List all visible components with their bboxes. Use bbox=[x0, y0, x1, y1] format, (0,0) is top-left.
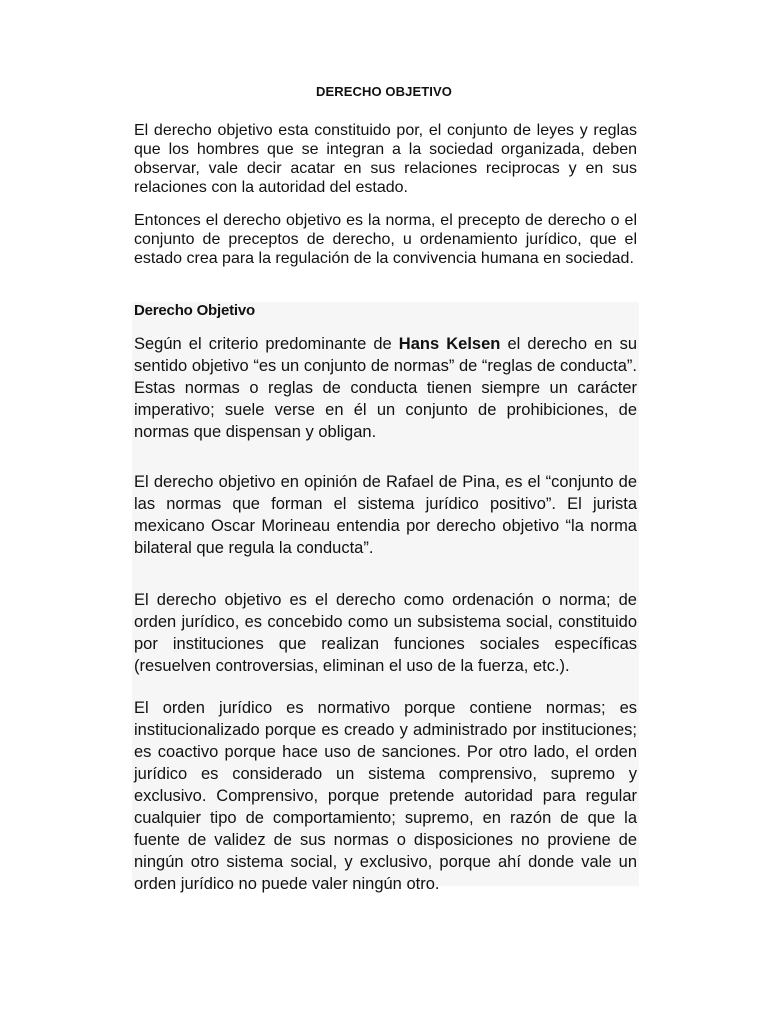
paragraph-text: El derecho objetivo en opinión de Rafael de Pina, es el “conjunto de las normas que forman el sistema jurídico positivo”. El jurista mexicano Oscar Morineau entendia por derecho objetivo “la norma bilateral que regula la conducta”. bbox=[134, 473, 637, 557]
author-name: Hans Kelsen bbox=[398, 335, 501, 353]
section-heading: Derecho Objetivo bbox=[134, 302, 255, 319]
kelsen-text-after: el derecho en su sentido objetivo “es un conjunto de normas” de “reglas de conducta”. Estas normas o reglas de conducta tienen siempre un carácter imperativo; suele verse en él un conjunto de prohibiciones, de normas que dispensan y obligan. bbox=[134, 335, 637, 441]
paragraph-text: El derecho objetivo esta constituido por, el conjunto de leyes y reglas que los hombres que se integran a la sociedad organizada, deben observar, vale decir acatar en sus relaciones reciprocas y en sus relaciones con la autoridad del estado. bbox=[134, 122, 637, 196]
paragraph-text: El orden jurídico es normativo porque contiene normas; es institucionalizado porque es creado y administrado por instituciones; es coactivo porque hace uso de sanciones. Por otro lado, el orden jurídico es considerado un sistema comprensivo, supremo y exclusivo. Comprensivo, porque pretende autoridad para regular cualquier tipo de comportamiento; supremo, en razón de que la fuente de validez de sus normas o disposiciones no proviene de ningún otro sistema social, y exclusivo, porque ahí donde vale un orden jurídico no puede valer ningún otro. bbox=[134, 699, 637, 893]
paragraph-text bbox=[134, 333, 637, 443]
body-paragraph-2 bbox=[134, 589, 637, 677]
intro-paragraph-1 bbox=[134, 121, 637, 197]
intro-paragraph-2 bbox=[134, 211, 637, 268]
document-title: DERECHO OBJETIVO bbox=[316, 84, 452, 99]
kelsen-text-before: Según el criterio predominante de bbox=[134, 335, 399, 353]
kelsen-paragraph bbox=[134, 333, 637, 443]
body-paragraph-1 bbox=[134, 471, 637, 559]
body-paragraph-3 bbox=[134, 697, 637, 895]
paragraph-text: El derecho objetivo es el derecho como ordenación o norma; de orden jurídico, es concebido como un subsistema social, constituido por instituciones que realizan funciones sociales específicas (resuelven controversias, eliminan el uso de la fuerza, etc.). bbox=[134, 591, 637, 675]
paragraph-text: Entonces el derecho objetivo es la norma, el precepto de derecho o el conjunto de preceptos de derecho, u ordenamiento jurídico, que el estado crea para la regulación de la convivencia humana en sociedad. bbox=[134, 212, 637, 267]
